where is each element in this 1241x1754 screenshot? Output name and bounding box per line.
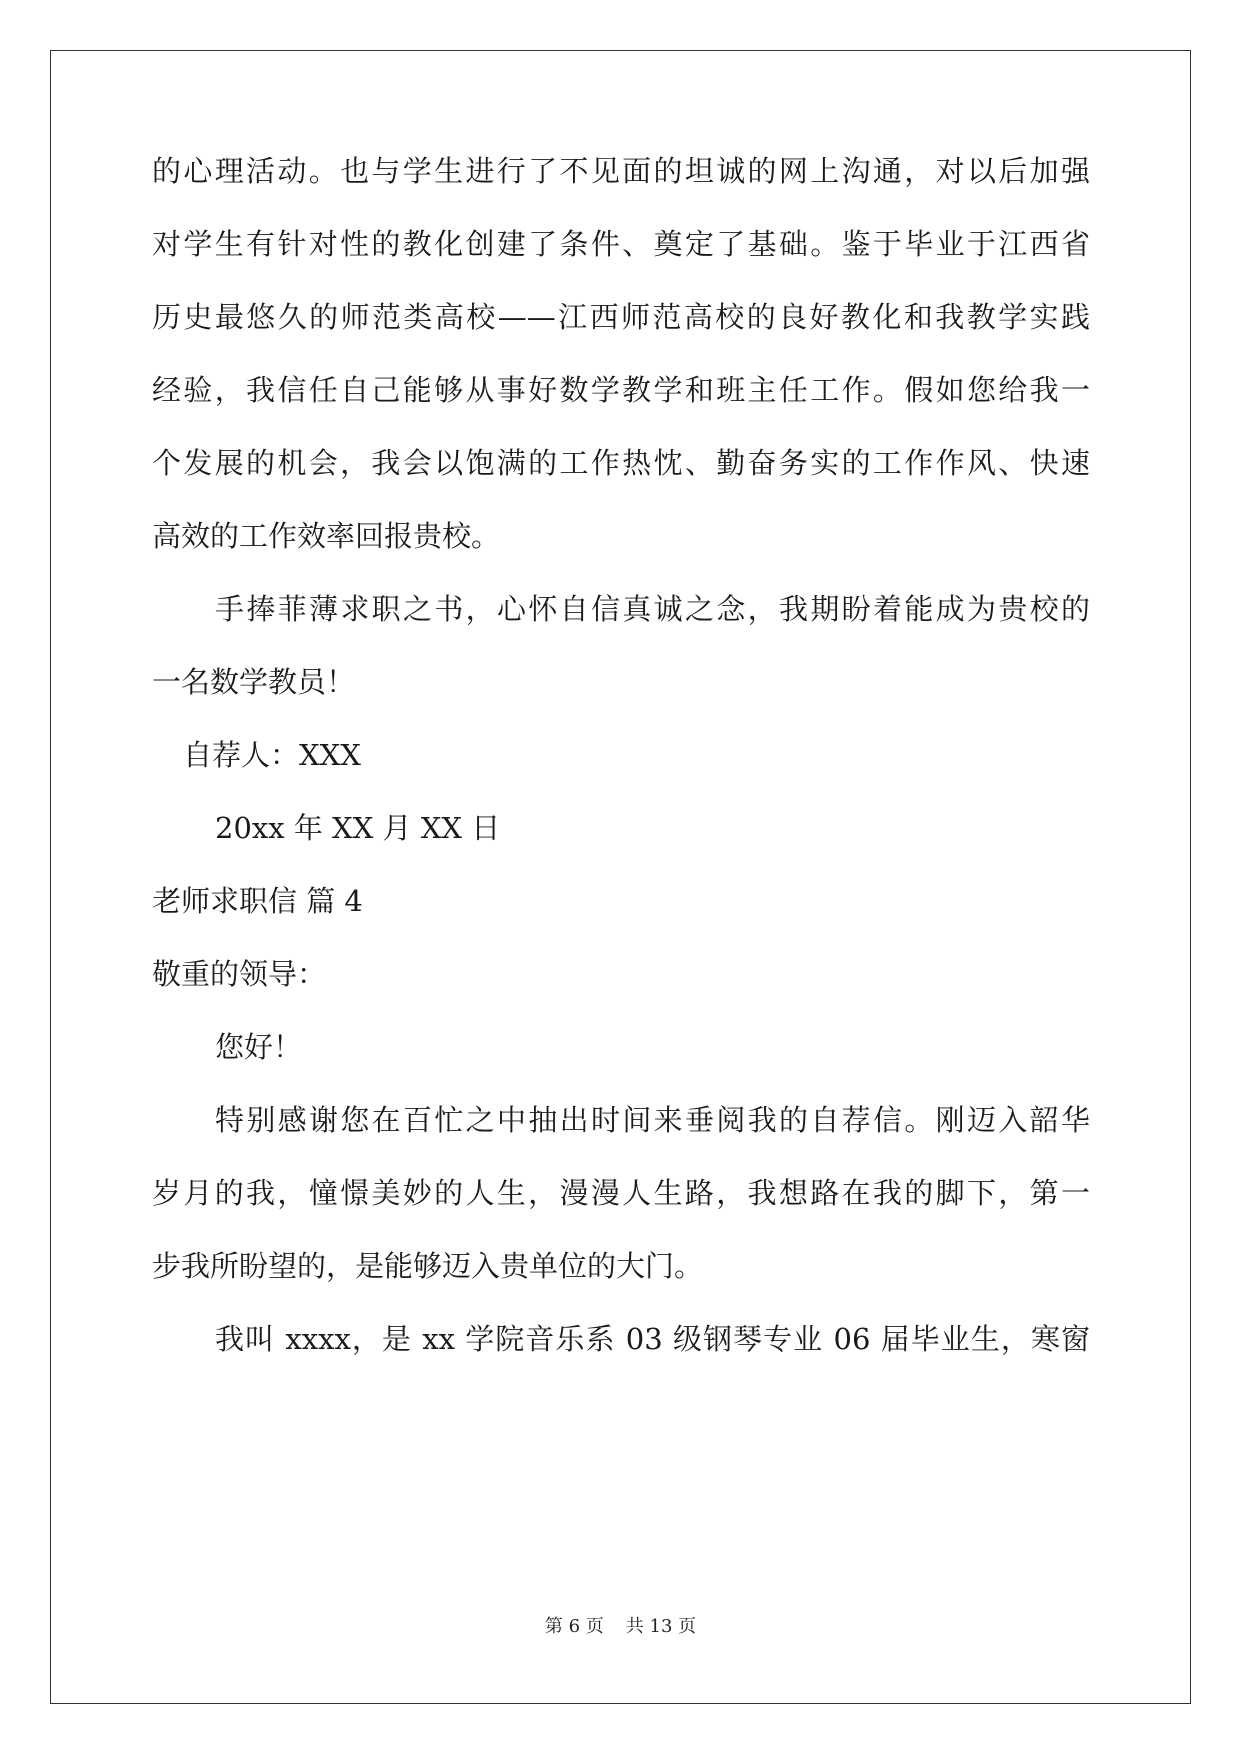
paragraph-line: 高效的工作效率回报贵校。 <box>152 519 501 553</box>
date-line: 20xx 年 XX 月 XX 日 <box>215 811 501 845</box>
salutation: 敬重的领导： <box>152 957 327 991</box>
paragraph-line: 个发展的机会，我会以饱满的工作热忱、勤奋务实的工作作风、快速 <box>152 446 1090 480</box>
paragraph-line: 一名数学教员！ <box>152 665 356 699</box>
paragraph-line: 的心理活动。也与学生进行了不见面的坦诚的网上沟通，对以后加强 <box>152 154 1090 188</box>
page-footer <box>0 1615 1241 1639</box>
paragraph-line: 我叫 xxxx，是 xx 学院音乐系 03 级钢琴专业 06 届毕业生，寒窗 <box>215 1322 1090 1356</box>
section-heading: 老师求职信 篇 4 <box>152 884 363 918</box>
paragraph-line: 步我所盼望的，是能够迈入贵单位的大门。 <box>152 1249 704 1283</box>
paragraph-line: 历史最悠久的师范类高校——江西师范高校的良好教化和我教学实践 <box>152 300 1090 334</box>
page-total: 共 13 页 <box>625 1616 697 1637</box>
paragraph-line: 对学生有针对性的教化创建了条件、奠定了基础。鉴于毕业于江西省 <box>152 227 1090 261</box>
page-number: 第 6 页 <box>544 1616 604 1637</box>
paragraph-line: 经验，我信任自己能够从事好数学教学和班主任工作。假如您给我一 <box>152 373 1090 407</box>
greeting: 您好！ <box>215 1030 303 1064</box>
paragraph-line: 特别感谢您在百忙之中抽出时间来垂阅我的自荐信。刚迈入韶华 <box>215 1103 1090 1137</box>
paragraph-line: 岁月的我，憧憬美妙的人生，漫漫人生路，我想路在我的脚下，第一 <box>152 1176 1090 1210</box>
paragraph-line: 手捧菲薄求职之书，心怀自信真诚之念，我期盼着能成为贵校的 <box>215 592 1090 626</box>
signature-line: 自荐人：XXX <box>183 738 361 772</box>
